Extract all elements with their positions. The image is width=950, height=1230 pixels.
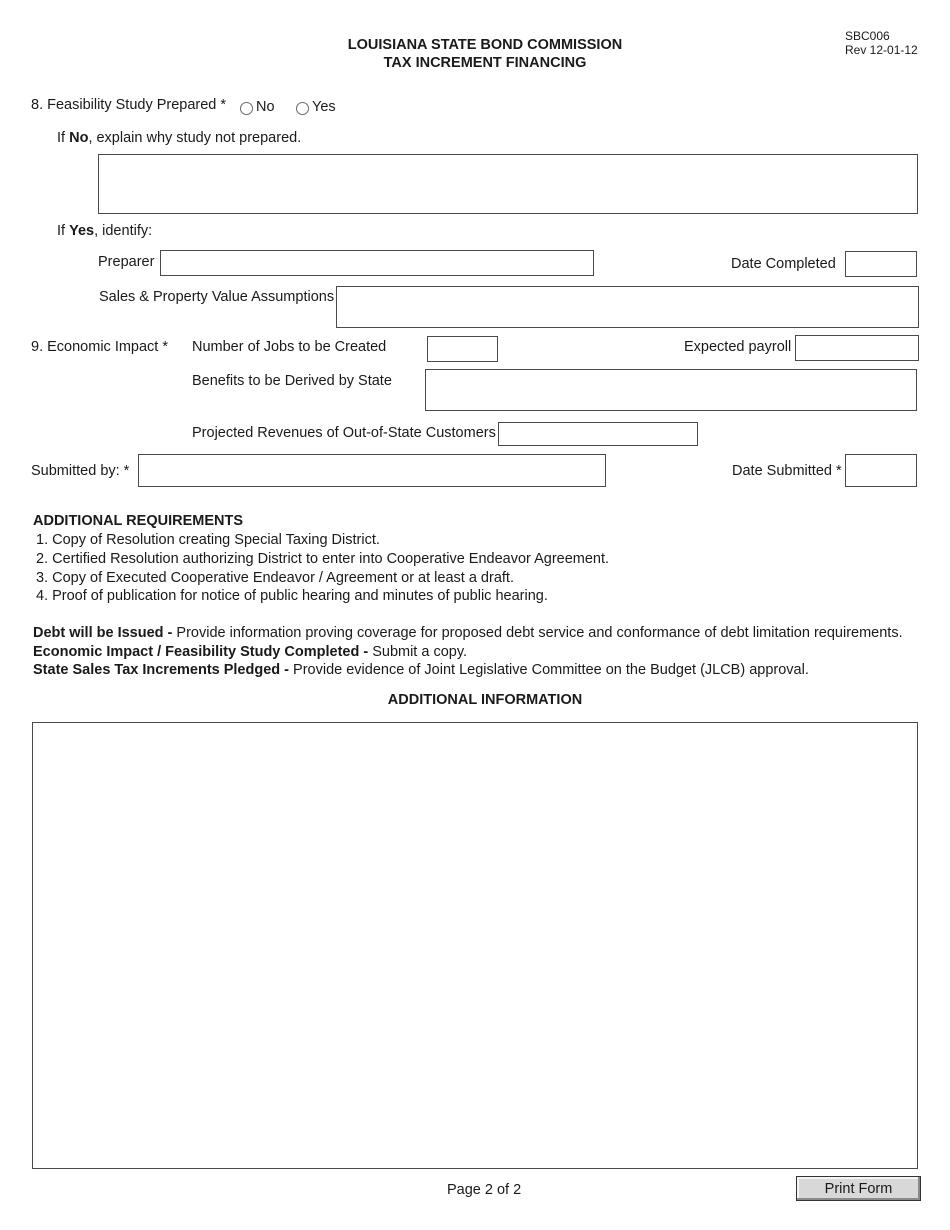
q8-option-no-label: No — [256, 99, 275, 115]
note-sales-tax — [33, 662, 809, 678]
form-title-line2: TAX INCREMENT FINANCING — [383, 55, 587, 71]
date-submitted-label: Date Submitted * — [732, 463, 842, 479]
form-id: SBC006 — [845, 29, 890, 43]
note-debt-bold: Debt will be Issued - — [33, 625, 177, 641]
if-yes-bold: Yes — [69, 223, 95, 239]
date-completed-label: Date Completed — [731, 256, 836, 272]
form-revision: Rev 12-01-12 — [845, 43, 918, 57]
revenues-label: Projected Revenues of Out-of-State Customers — [192, 425, 496, 441]
note-debt — [33, 625, 903, 641]
q9-label: 9. Economic Impact * — [31, 339, 168, 355]
assumptions-label: Sales & Property Value Assumptions — [99, 289, 335, 305]
no-study-explanation-field[interactable] — [98, 154, 918, 214]
q8-option-yes-label: Yes — [312, 99, 336, 115]
q8-if-yes-instruction — [57, 223, 152, 239]
q8-label: 8. Feasibility Study Prepared * — [31, 97, 227, 113]
assumptions-field[interactable] — [336, 286, 919, 328]
submitted-by-label: Submitted by: * — [31, 463, 130, 479]
preparer-field[interactable] — [160, 250, 594, 276]
form-title — [0, 37, 950, 71]
requirement-item: 4. Proof of publication for notice of public hearing and minutes of public hearing. — [36, 588, 548, 604]
requirement-item: 2. Certified Resolution authorizing District to enter into Cooperative Endeavor Agreement. — [36, 551, 610, 567]
date-submitted-field[interactable] — [845, 454, 917, 487]
page-number: Page 2 of 2 — [447, 1182, 522, 1198]
benefits-field[interactable] — [425, 369, 917, 411]
form-revision-block — [845, 29, 918, 57]
benefits-label: Benefits to be Derived by State — [192, 373, 392, 389]
if-yes-suffix: , identify: — [94, 223, 153, 239]
payroll-field[interactable] — [795, 335, 919, 361]
additional-information-field[interactable] — [32, 722, 918, 1169]
form-title-line1: LOUISIANA STATE BOND COMMISSION — [347, 37, 623, 53]
requirement-item: 3. Copy of Executed Cooperative Endeavor / Agreement or at least a draft. — [36, 570, 514, 586]
print-form-button[interactable]: Print Form — [796, 1176, 921, 1201]
note-debt-text: Provide information proving coverage for proposed debt service and conformance of debt limitation requirements. — [176, 625, 903, 641]
if-yes-prefix: If — [57, 223, 70, 239]
note-economic-bold: Economic Impact / Feasibility Study Completed - — [33, 644, 373, 660]
if-no-suffix: , explain why study not prepared. — [88, 130, 302, 146]
q8-radio-no[interactable] — [240, 102, 253, 115]
date-completed-field[interactable] — [845, 251, 917, 277]
requirement-item: 1. Copy of Resolution creating Special Taxing District. — [36, 532, 380, 548]
if-no-prefix: If — [57, 130, 70, 146]
note-economic-impact — [33, 644, 467, 660]
preparer-label: Preparer — [98, 254, 155, 270]
if-no-bold: No — [69, 130, 89, 146]
jobs-field[interactable] — [427, 336, 498, 362]
jobs-label: Number of Jobs to be Created — [192, 339, 387, 355]
submitted-by-field[interactable] — [138, 454, 606, 487]
note-sales-tax-bold: State Sales Tax Increments Pledged - — [33, 662, 294, 678]
note-economic-text: Submit a copy. — [372, 644, 468, 660]
revenues-field[interactable] — [498, 422, 698, 446]
payroll-label: Expected payroll — [684, 339, 792, 355]
note-sales-tax-text: Provide evidence of Joint Legislative Committee on the Budget (JLCB) approval. — [293, 662, 809, 678]
additional-requirements-heading: ADDITIONAL REQUIREMENTS — [33, 513, 243, 529]
additional-information-heading: ADDITIONAL INFORMATION — [387, 692, 583, 708]
q8-radio-yes[interactable] — [296, 102, 309, 115]
q8-if-no-instruction — [57, 130, 301, 146]
